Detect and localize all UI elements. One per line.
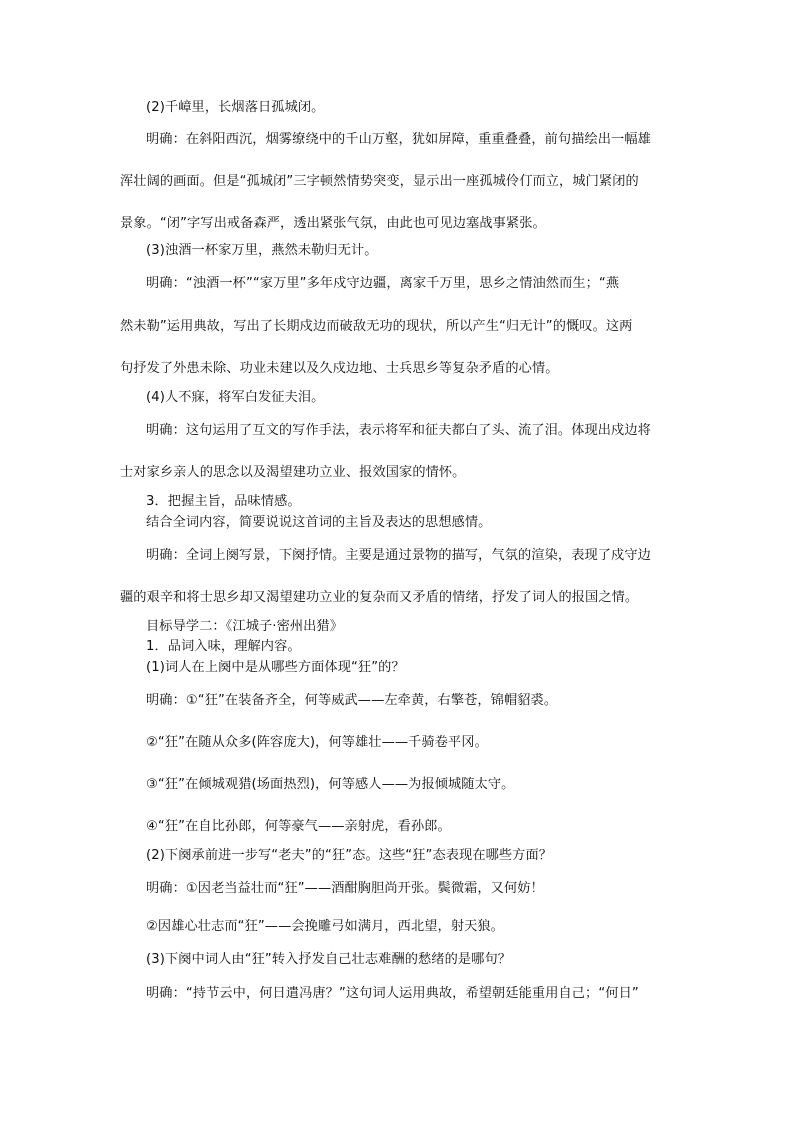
text-line: 明确：这句运用了互文的写作手法，表示将军和征夫都白了头、流了泪。体现出戍边将	[146, 423, 651, 438]
text-line: 浑壮阔的画面。但是“孤城闭”三字顿然情势突变，显示出一座孤城伶仃而立，城门紧闭的	[120, 174, 639, 189]
text-line: (1)词人在上阕中是从哪些方面体现“狂”的？	[146, 660, 405, 675]
text-line: 明确：“浊酒一杯”“家万里”多年戍守边疆，离家千万里，思乡之情油然而生；“燕	[146, 276, 620, 291]
text-line: (2)下阕承前进一步写“老夫”的“狂”态。这些“狂”态表现在哪些方面？	[146, 848, 553, 863]
text-line: 明确：“持节云中，何日遣冯唐？”这句词人运用典故，希望朝廷能重用自己；“何日”	[146, 986, 639, 1001]
text-line: 士对家乡亲人的思念以及渴望建功立业、报效国家的情怀。	[120, 465, 466, 480]
text-line: 明确：①“狂”在装备齐全，何等威武——左牵黄，右擎苍，锦帽貂裘。	[146, 693, 558, 708]
text-line: ③“狂”在倾城观猎(场面热烈)，何等感人——为报倾城随太守。	[146, 777, 515, 792]
text-line: 景象。“闭”字写出戒备森严，透出紧张气氛，由此也可见边塞战事紧张。	[120, 216, 546, 231]
text-line: 明确：全词上阕写景，下阕抒情。主要是通过景物的描写，气氛的渲染，表现了戍守边	[146, 548, 651, 563]
section-heading: 1．品词入味，理解内容。	[146, 639, 301, 654]
text-line: (3)浊酒一杯家万里，燕然未勒归无计。	[146, 243, 378, 258]
text-line: 疆的艰辛和将士思乡却又渴望建功立业的复杂而又矛盾的情绪，抒发了词人的报国之情。	[120, 590, 639, 605]
text-line: 明确：在斜阳西沉，烟雾缭绕中的千山万壑，犹如屏障，重重叠叠，前句描绘出一幅雄	[146, 132, 651, 147]
text-line: (4)人不寐，将军白发征夫泪。	[146, 390, 325, 405]
text-line: 句抒发了外患未除、功业未建以及久戍边地、士兵思乡等复杂矛盾的心情。	[120, 361, 559, 376]
text-line: 结合全词内容，简要说说这首词的主旨及表达的思想感情。	[146, 515, 492, 530]
text-line: (2)千嶂里，长烟落日孤城闭。	[146, 100, 325, 115]
text-line: ②因雄心壮志而“狂”——会挽雕弓如满月，西北望，射天狼。	[146, 919, 504, 934]
text-line: 明确：①因老当益壮而“狂”——酒酣胸胆尚开张。鬓微霜，又何妨！	[146, 881, 544, 896]
text-line: ②“狂”在随从众多(阵容庞大)，何等雄壮——千骑卷平冈。	[146, 735, 488, 750]
section-heading: 3．把握主旨，品味情感。	[146, 494, 301, 509]
text-line: ④“狂”在自比孙郎，何等豪气——亲射虎，看孙郎。	[146, 819, 451, 834]
text-line: 然未勒”运用典故，写出了长期戍边而破敌无功的现状，所以产生“归无计”的慨叹。这两	[120, 319, 633, 334]
text-line: (3)下阕中词人由“狂”转入抒发自己壮志难酬的愁绪的是哪句？	[146, 952, 512, 967]
section-heading: 目标导学二：《江城子·密州出猎》	[146, 619, 344, 634]
